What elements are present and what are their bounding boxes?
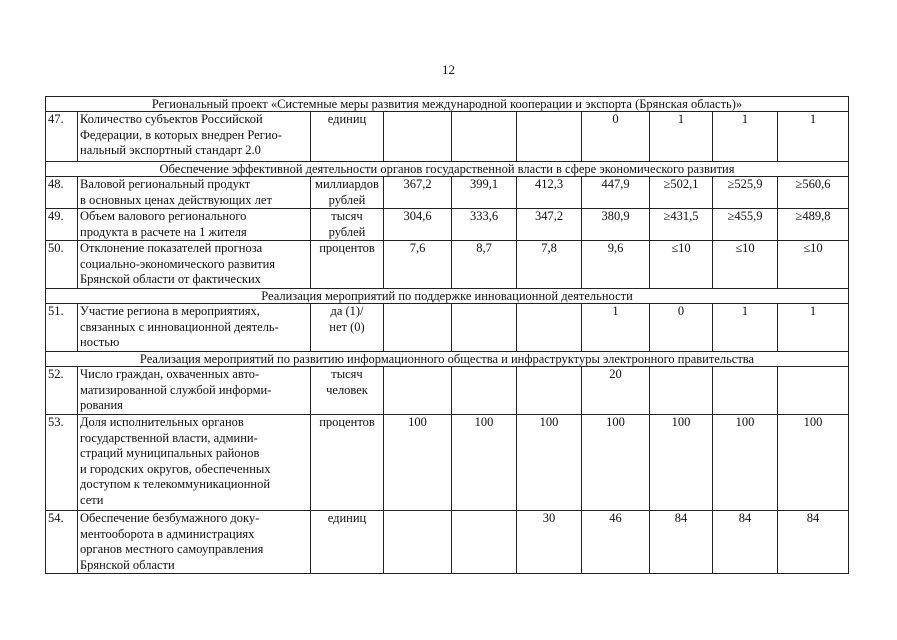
cell-line: нальный экспортный стандарт 2.0 xyxy=(80,143,261,157)
indicator-name xyxy=(78,241,311,289)
value-cell: 367,2 xyxy=(384,177,452,209)
value-cell xyxy=(713,367,778,415)
cell-line: рублей xyxy=(328,224,366,239)
value-cell: 84 xyxy=(778,511,849,574)
table-body xyxy=(46,97,849,574)
section-header-row xyxy=(46,289,849,304)
unit-cell xyxy=(311,112,384,162)
cell-line: продукта в расчете на 1 жителя xyxy=(80,224,247,239)
indicator-name xyxy=(78,304,311,352)
section-title: Региональный проект «Системные меры развития международной кооперации и экспорта (Брянская область)» xyxy=(46,97,849,112)
table-row xyxy=(46,367,849,415)
row-number: 53. xyxy=(46,415,78,511)
value-cell xyxy=(452,304,517,352)
value-cell: ≥431,5 xyxy=(650,209,713,241)
value-cell: 1 xyxy=(582,304,650,352)
indicator-name xyxy=(78,415,311,511)
indicator-name xyxy=(78,367,311,415)
cell-line: рования xyxy=(80,398,123,412)
cell-line: процентов xyxy=(319,415,375,429)
value-cell: 84 xyxy=(713,511,778,574)
value-cell: 447,9 xyxy=(582,177,650,209)
cell-line: Число граждан, охваченных авто- xyxy=(80,367,260,381)
value-cell: 412,3 xyxy=(517,177,582,209)
value-cell xyxy=(517,304,582,352)
cell-line: Количество субъектов Российской xyxy=(80,112,263,126)
value-cell: ≤10 xyxy=(650,241,713,289)
value-cell: ≥489,8 xyxy=(778,209,849,241)
section-header-row xyxy=(46,162,849,177)
cell-line: доступом к телекоммуникационной xyxy=(80,477,271,491)
unit-cell xyxy=(311,304,384,352)
cell-line: Валовой региональный продукт xyxy=(80,177,251,191)
value-cell xyxy=(384,112,452,162)
cell-line: и городских округов, обеспеченных xyxy=(80,461,271,476)
row-number: 47. xyxy=(46,112,78,162)
cell-line: Участие региона в мероприятиях, xyxy=(80,304,260,318)
value-cell xyxy=(452,511,517,574)
value-cell: 100 xyxy=(517,415,582,511)
indicator-name xyxy=(78,177,311,209)
value-cell: ≤10 xyxy=(778,241,849,289)
cell-line: миллиардов xyxy=(315,177,379,191)
value-cell: 0 xyxy=(582,112,650,162)
row-number: 48. xyxy=(46,177,78,209)
value-cell: 100 xyxy=(384,415,452,511)
section-title: Реализация мероприятий по развитию информационного общества и инфраструктуры электронного правительства xyxy=(46,352,849,367)
cell-line: рублей xyxy=(328,192,366,207)
cell-line: Обеспечение безбумажного доку- xyxy=(80,511,260,525)
cell-line: Брянской области xyxy=(80,557,175,572)
value-cell: 333,6 xyxy=(452,209,517,241)
value-cell: 100 xyxy=(452,415,517,511)
value-cell: ≥560,6 xyxy=(778,177,849,209)
value-cell xyxy=(778,367,849,415)
cell-line: Федерации, в которых внедрен Регио- xyxy=(80,127,282,142)
cell-line: нет (0) xyxy=(329,319,365,334)
row-number: 51. xyxy=(46,304,78,352)
value-cell: 1 xyxy=(713,112,778,162)
table-row xyxy=(46,241,849,289)
value-cell: 100 xyxy=(778,415,849,511)
cell-line: связанных с инновационной деятель- xyxy=(80,319,279,334)
value-cell xyxy=(452,367,517,415)
cell-line: органов местного самоуправления xyxy=(80,542,264,556)
value-cell xyxy=(384,304,452,352)
unit-cell xyxy=(311,209,384,241)
table-row xyxy=(46,415,849,511)
value-cell: 84 xyxy=(650,511,713,574)
value-cell xyxy=(384,367,452,415)
cell-line: тысяч xyxy=(331,367,363,381)
value-cell: ≤10 xyxy=(713,241,778,289)
value-cell: 8,7 xyxy=(452,241,517,289)
cell-line: Объем валового регионального xyxy=(80,209,247,223)
table-row xyxy=(46,112,849,162)
table-row xyxy=(46,177,849,209)
row-number: 52. xyxy=(46,367,78,415)
cell-line: Брянской области от фактических xyxy=(80,272,261,286)
value-cell xyxy=(384,511,452,574)
page-number: 12 xyxy=(442,62,455,77)
cell-line: единиц xyxy=(327,112,367,126)
section-header-row xyxy=(46,352,849,367)
unit-cell xyxy=(311,241,384,289)
value-cell: 380,9 xyxy=(582,209,650,241)
row-number: 54. xyxy=(46,511,78,574)
value-cell: 304,6 xyxy=(384,209,452,241)
cell-line: сети xyxy=(80,492,104,507)
cell-line: в основных ценах действующих лет xyxy=(80,192,272,207)
cell-line: социально-экономического развития xyxy=(80,256,276,271)
value-cell: 0 xyxy=(650,304,713,352)
value-cell: 399,1 xyxy=(452,177,517,209)
value-cell: 100 xyxy=(713,415,778,511)
value-cell: 46 xyxy=(582,511,650,574)
cell-line: человек xyxy=(326,382,368,397)
value-cell xyxy=(452,112,517,162)
indicators-table xyxy=(45,96,849,574)
value-cell: 1 xyxy=(650,112,713,162)
value-cell: 100 xyxy=(582,415,650,511)
value-cell: 1 xyxy=(778,112,849,162)
table-row xyxy=(46,511,849,574)
cell-line: процентов xyxy=(319,241,375,255)
value-cell: 30 xyxy=(517,511,582,574)
unit-cell xyxy=(311,415,384,511)
cell-line: Отклонение показателей прогноза xyxy=(80,241,263,255)
unit-cell xyxy=(311,367,384,415)
value-cell: 7,6 xyxy=(384,241,452,289)
section-title: Обеспечение эффективной деятельности органов государственной власти в сфере экономического развития xyxy=(46,162,849,177)
section-title: Реализация мероприятий по поддержке инновационной деятельности xyxy=(46,289,849,304)
value-cell: ≥502,1 xyxy=(650,177,713,209)
cell-line: единиц xyxy=(327,511,367,525)
cell-line: Доля исполнительных органов xyxy=(80,415,244,429)
cell-line: ментооборота в администрациях xyxy=(80,526,255,541)
value-cell: 7,8 xyxy=(517,241,582,289)
row-number: 49. xyxy=(46,209,78,241)
row-number: 50. xyxy=(46,241,78,289)
cell-line: ностью xyxy=(80,335,120,349)
value-cell: 347,2 xyxy=(517,209,582,241)
cell-line: государственной власти, админи- xyxy=(80,430,258,445)
value-cell xyxy=(517,367,582,415)
indicator-name xyxy=(78,112,311,162)
section-header-row xyxy=(46,97,849,112)
table-row xyxy=(46,209,849,241)
value-cell: ≥455,9 xyxy=(713,209,778,241)
value-cell xyxy=(650,367,713,415)
value-cell: 1 xyxy=(713,304,778,352)
value-cell: ≥525,9 xyxy=(713,177,778,209)
indicator-name xyxy=(78,209,311,241)
cell-line: тысяч xyxy=(331,209,363,223)
value-cell: 20 xyxy=(582,367,650,415)
value-cell xyxy=(517,112,582,162)
value-cell: 9,6 xyxy=(582,241,650,289)
unit-cell xyxy=(311,511,384,574)
cell-line: матизированной службой информи- xyxy=(80,382,272,397)
table-row xyxy=(46,304,849,352)
cell-line: страций муниципальных районов xyxy=(80,446,260,460)
value-cell: 1 xyxy=(778,304,849,352)
value-cell: 100 xyxy=(650,415,713,511)
cell-line: да (1)/ xyxy=(330,304,364,318)
indicator-name xyxy=(78,511,311,574)
unit-cell xyxy=(311,177,384,209)
